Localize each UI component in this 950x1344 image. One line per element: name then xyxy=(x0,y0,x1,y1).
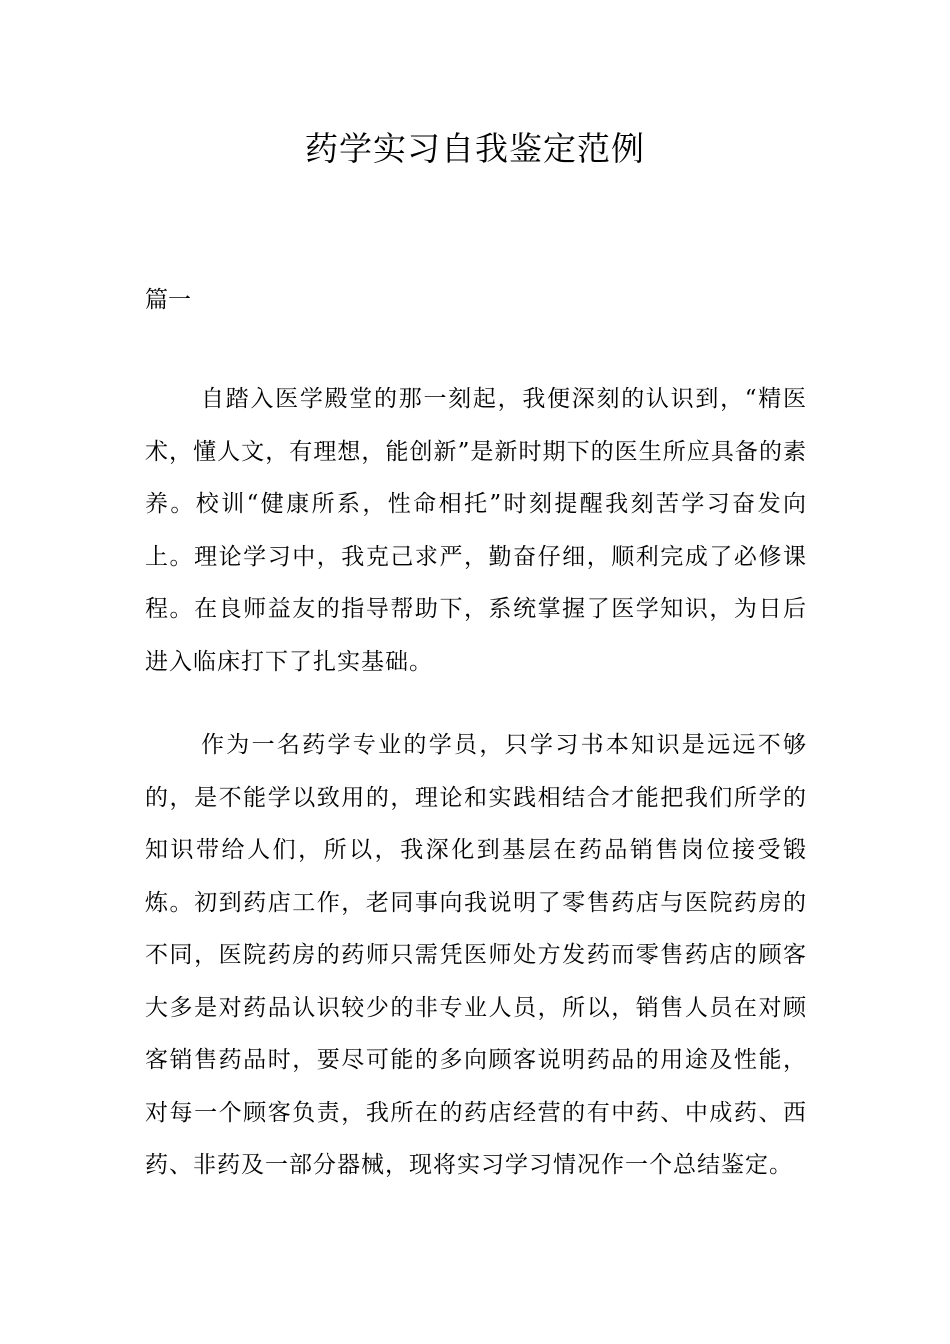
section-label: 篇一 xyxy=(145,287,191,313)
paragraph-1: 自踏入医学殿堂的那一刻起，我便深刻的认识到，“精医术，懂人文，有理想，能创新”是新时期下的医生所应具备的素养。校训“健康所系，性命相托”时刻提醒我刻苦学习奋发向上。理论学习中，我克己求严，勤奋仔细，顺利完成了必修课程。在良师益友的指导帮助下，系统掌握了医学知识，为日后进入临床打下了扎实基础。 xyxy=(145,386,807,675)
document-title: 药学实习自我鉴定范例 xyxy=(305,129,645,168)
paragraph-2: 作为一名药学专业的学员，只学习书本知识是远远不够的，是不能学以致用的，理论和实践相结合才能把我们所学的知识带给人们，所以，我深化到基层在药品销售岗位接受锻炼。初到药店工作，老同事向我说明了零售药店与医院药房的不同，医院药房的药师只需凭医师处方发药而零售药店的顾客大多是对药品认识较少的非专业人员，所以，销售人员在对顾客销售药品时，要尽可能的多向顾客说明药品的用途及性能，对每一个顾客负责，我所在的药店经营的有中药、中成药、西药、非药及一部分器械，现将实习学习情况作一个总结鉴定。 xyxy=(145,732,807,1178)
